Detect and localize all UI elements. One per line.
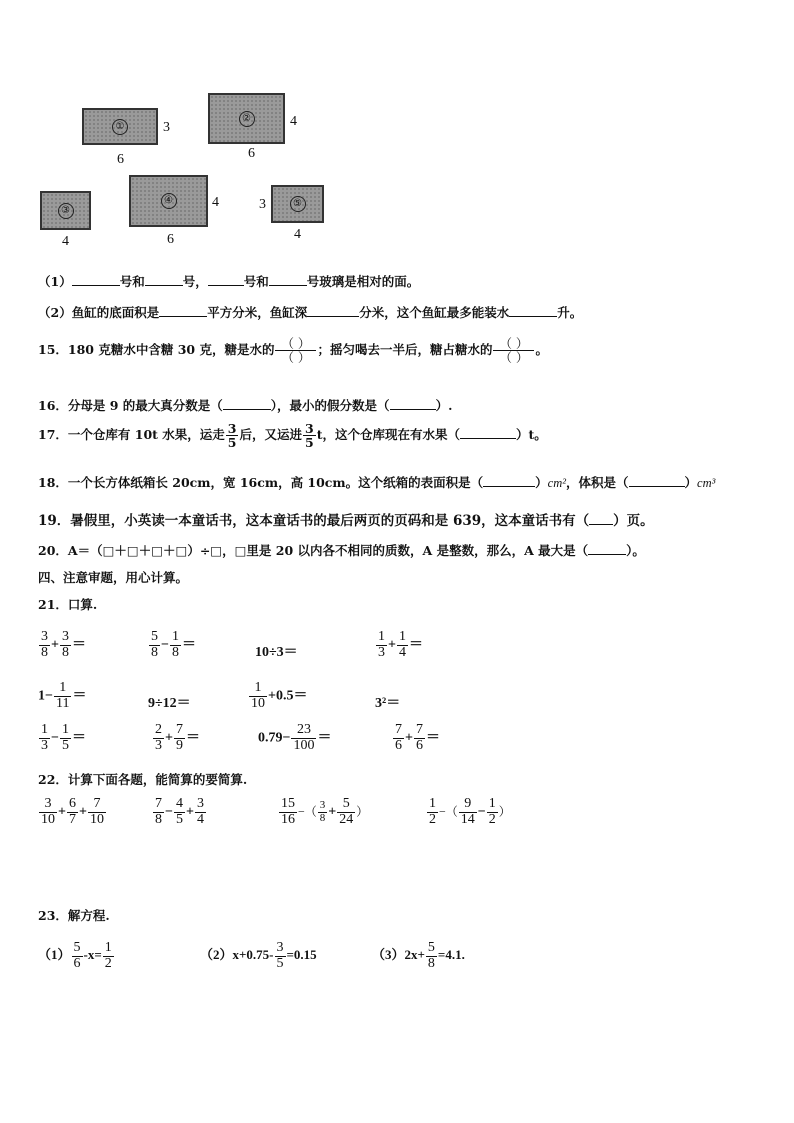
glass-label-1: ① (112, 119, 128, 135)
q21-item: 9÷12＝ (148, 696, 191, 711)
unit-cm3: cm³ (697, 476, 716, 490)
glass-2-width: 6 (248, 146, 255, 161)
q22-title: 22．计算下面各题，能简算的要简算. (38, 772, 248, 787)
blank (269, 285, 307, 286)
glass-rect-1 (82, 108, 158, 145)
blank (483, 486, 535, 487)
blank (390, 409, 436, 410)
q14-part1: （1） 号和 号， 号和 号玻璃是相对的面。 (38, 274, 420, 289)
blank (159, 316, 207, 317)
glass-label-2: ② (239, 111, 255, 127)
glass-1-width: 6 (117, 152, 124, 167)
q23-equation: （3）2x+ $\frac{5}{8}$ =4.1. (372, 940, 465, 971)
blank (509, 316, 557, 317)
q21-item: $\frac{5}{8}$ − $\frac{1}{8}$ ＝ (151, 629, 196, 660)
fraction: $\frac{3}{5}$ (305, 421, 314, 451)
section-heading: 四、注意审题，用心计算。 (38, 570, 189, 585)
glass-4-height: 4 (212, 195, 219, 210)
blank (223, 409, 271, 410)
q21-item: 3²＝ (375, 696, 401, 711)
fraction-blank: $\frac{( )}{( )}$ (275, 337, 316, 364)
q21-item: $\frac{1}{3}$ + $\frac{1}{4}$ ＝ (378, 629, 423, 660)
blank (307, 316, 359, 317)
q23-title: 23．解方程. (38, 908, 110, 923)
glass-rect-4 (129, 175, 208, 227)
q21-item: 0.79− $\frac{23}{100}$ ＝ (258, 722, 332, 753)
fraction: $\frac{3}{5}$ (227, 421, 237, 451)
q21-item: 1− $\frac{1}{11}$ ＝ (38, 680, 87, 711)
q22-expr: $\frac{1}{2}$ −（ $\frac{9}{14}$ − $\frac{1}{2}$ ） (429, 796, 511, 827)
q23-equation: （1） $\frac{5}{6}$ -x= $\frac{1}{2}$ (38, 940, 112, 971)
blank (72, 285, 120, 286)
blank (588, 554, 626, 555)
q21-item: 10÷3＝ (255, 645, 298, 660)
q23-equation: （2）x+0.75- $\frac{3}{5}$ =0.15 (200, 940, 317, 971)
question-19: 19．暑假里，小英读一本童话书，这本童话书的最后两页的页码和是 639，这本童话书有（ ）页。 (38, 513, 654, 529)
q21-title: 21．口算. (38, 597, 98, 612)
glass-rect-5 (271, 185, 324, 223)
glass-4-width: 6 (167, 232, 174, 247)
q21-item: $\frac{2}{3}$ + $\frac{7}{9}$ ＝ (155, 722, 200, 753)
blank (460, 438, 516, 439)
glass-rect-2 (208, 93, 285, 144)
glass-2-height: 4 (290, 114, 297, 129)
question-16: 16．分母是 9 的最大真分数是（ ），最小的假分数是（ ）. (38, 398, 453, 413)
glass-3-width: 4 (62, 234, 69, 249)
glass-label-4: ④ (161, 193, 177, 209)
glass-5-width: 4 (294, 227, 301, 242)
q21-item: $\frac{7}{6}$ + $\frac{7}{6}$ ＝ (395, 722, 440, 753)
fraction-blank: $\frac{( )}{( )}$ (493, 337, 534, 364)
question-15: 15．180 克糖水中含糖 30 克，糖是水的 $\frac{( )}{( )}$ ；摇匀喝去一半后，糖占糖水的 $\frac{( )}{( )}$ 。 (38, 336, 548, 366)
q21-item: $\frac{1}{3}$ − $\frac{1}{5}$ ＝ (41, 722, 86, 753)
blank (208, 285, 244, 286)
q21-item: $\frac{1}{10}$ +0.5＝ (251, 680, 308, 711)
q21-item: $\frac{3}{8}$ + $\frac{3}{8}$ ＝ (41, 629, 86, 660)
glass-label-3: ③ (58, 203, 74, 219)
blank (629, 486, 685, 487)
blank (145, 285, 183, 286)
glass-1-height: 3 (163, 120, 170, 135)
question-17: 17．一个仓库有 10t 水果，运走 $\frac{3}{5}$ 后，又运进 $\frac{3}{5}$ t，这个仓库现在有水果（ ）t。 (38, 421, 547, 451)
glass-rect-3 (40, 191, 91, 230)
glass-label-5: ⑤ (290, 196, 306, 212)
question-20: 20．A＝（□＋□＋□＋□）÷□，□里是 20 以内各不相同的质数，A 是整数，那么，A 最大是（ ）。 (38, 543, 645, 558)
q22-expr: $\frac{7}{8}$ − $\frac{4}{5}$ + $\frac{3}{4}$ (155, 796, 204, 827)
blank (589, 524, 613, 525)
question-18: 18．一个长方体纸箱长 20cm，宽 16cm，高 10cm。这个纸箱的表面积是（ ）cm²，体积是（ ）cm³ (38, 475, 716, 490)
q14-part2: （2）鱼缸的底面积是 平方分米，鱼缸深 分米，这个鱼缸最多能装水 升。 (38, 305, 583, 320)
q22-expr: $\frac{3}{10}$ + $\frac{6}{7}$ + $\frac{7}{10}$ (41, 796, 104, 827)
glass-5-height: 3 (259, 197, 266, 212)
unit-cm2: cm² (547, 476, 566, 490)
q22-expr: $\frac{15}{16}$ −（ $\frac{3}{8}$ + $\frac{5}{24}$ ） (281, 796, 369, 827)
